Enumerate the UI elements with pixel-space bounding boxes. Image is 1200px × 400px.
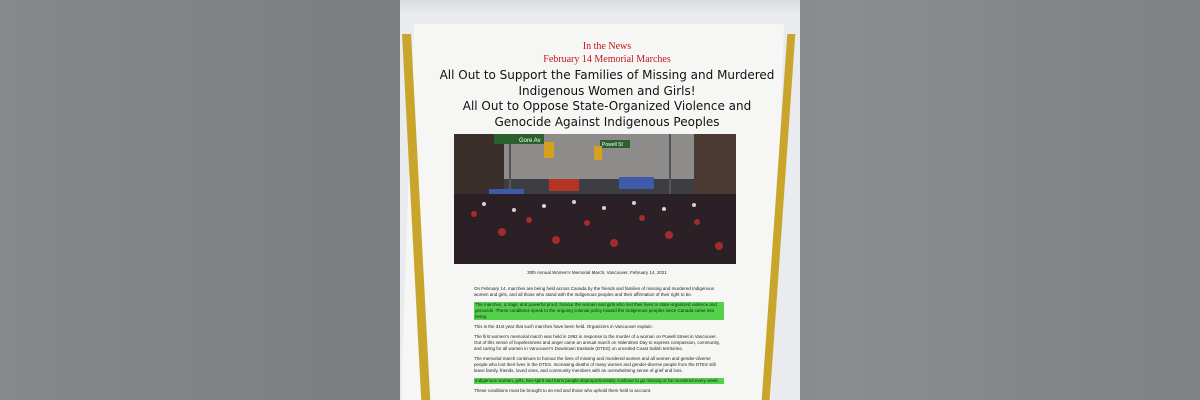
section-subkicker: February 14 Memorial Marches [543, 54, 671, 65]
headline-line-3: All Out to Oppose State-Organized Violence and [462, 99, 752, 113]
photo-caption: 30th Annual Women's Memorial March, Vancouver, February 14, 2021 [527, 270, 667, 275]
headline [432, 68, 782, 130]
headline-line-1: All Out to Support the Families of Missing and Murdered [439, 68, 775, 82]
street-sign-1: Powell St [602, 142, 623, 148]
section-kicker: In the News [582, 41, 632, 52]
paragraph: On February 14, marches are being held across Canada by the friends and families of missing and murdered Indigenous women and girls, and all those who stand with the Indigenous peoples and their affirmation of their right to be. [474, 286, 715, 297]
highlighted-paragraph: Indigenous women, girls, two-spirit and trans people disproportionately continue to go missing or be murdered every week. [474, 378, 724, 384]
paragraph: The first women's memorial march was held in 1992 in response to the murder of a woman on Powell Street in Vancouver. Out of this sense of hopelessness and anger came an annual march on Valentines Day to express compassion, community, and caring for all women in Vancouver's Downtown Eastside (DTES) on unceded Coast Salish territories. [474, 334, 720, 351]
paragraph: The memorial march continues to honour the lives of missing and murdered women and all women and gender-diverse people who lost their lives in the DTES. Increasing deaths of many women and gender-diverse people from the DTES still leave family, friends, loved ones, and community members with an overwhelming sense of grief and loss. [474, 356, 716, 373]
article-header [432, 40, 782, 130]
crowd-illustration [454, 134, 736, 264]
street-sign-2: Gore Av [519, 138, 541, 144]
headline-line-2: Indigenous Women and Girls! [518, 83, 696, 98]
article-body [474, 286, 724, 398]
screen-content [402, 10, 798, 400]
march-photo [454, 134, 736, 264]
headline-line-4: Genocide Against Indigenous Peoples [494, 114, 720, 129]
highlighted-paragraph: The marches, a tragic and powerful proof, honour the women and girls who lost their lives to state-organized violence and genocide. These conditions speak to the ongoing colonial policy toward the Indigenous peoples since Canada came into being. [474, 302, 724, 320]
paragraph: These conditions must be brought to an end and those who uphold them held to account. [474, 388, 652, 393]
paragraph: This is the 31st year that such marches have been held. Organizers in Vancouver explain: [474, 324, 653, 329]
